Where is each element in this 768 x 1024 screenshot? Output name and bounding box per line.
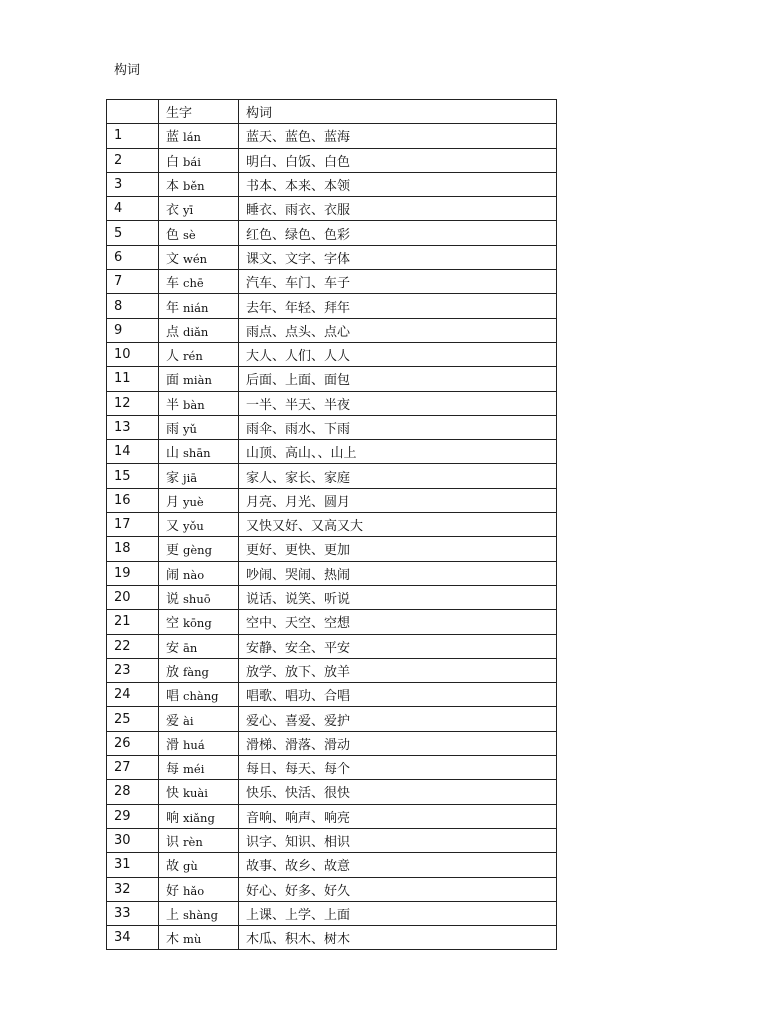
character-cell (159, 318, 239, 342)
row-number: 3 (107, 172, 159, 196)
character: 年 (166, 300, 180, 316)
row-number: 8 (107, 294, 159, 318)
character: 本 (166, 179, 180, 195)
character-cell (159, 707, 239, 731)
pinyin: shān (183, 446, 211, 461)
character-cell (159, 877, 239, 901)
table-row (107, 780, 557, 804)
character-cell (159, 585, 239, 609)
compound-words: 更好、更快、更加 (239, 537, 557, 561)
pinyin: gù (183, 859, 198, 874)
row-number: 33 (107, 901, 159, 925)
row-number: 15 (107, 464, 159, 488)
character-cell (159, 367, 239, 391)
compound-words: 月亮、月光、圆月 (239, 488, 557, 512)
character: 上 (166, 907, 180, 923)
pinyin: méi (183, 762, 205, 777)
table-row (107, 367, 557, 391)
table-row (107, 731, 557, 755)
character-cell (159, 391, 239, 415)
pinyin: bàn (183, 397, 205, 412)
pinyin: fàng (183, 664, 209, 679)
character: 好 (166, 883, 180, 899)
table-row (107, 415, 557, 439)
character: 月 (166, 494, 180, 510)
row-number: 29 (107, 804, 159, 828)
character-cell (159, 488, 239, 512)
row-number: 18 (107, 537, 159, 561)
compound-words: 课文、文字、字体 (239, 245, 557, 269)
compound-words: 一半、半天、半夜 (239, 391, 557, 415)
table-row (107, 634, 557, 658)
table-header-row (107, 100, 557, 124)
table-row (107, 610, 557, 634)
compound-words: 雨伞、雨水、下雨 (239, 415, 557, 439)
row-number: 10 (107, 342, 159, 366)
row-number: 16 (107, 488, 159, 512)
character: 雨 (166, 422, 180, 437)
compound-words: 汽车、车门、车子 (239, 270, 557, 294)
row-number: 6 (107, 245, 159, 269)
character: 每 (166, 762, 180, 778)
pinyin: yī (183, 203, 194, 218)
character: 山 (166, 446, 180, 462)
character: 说 (166, 592, 180, 608)
row-number: 34 (107, 926, 159, 950)
compound-words: 好心、好多、好久 (239, 877, 557, 901)
table-row (107, 683, 557, 707)
character: 闹 (166, 567, 180, 583)
table-row (107, 707, 557, 731)
row-number: 11 (107, 367, 159, 391)
table-row (107, 172, 557, 196)
table-row (107, 901, 557, 925)
pinyin: ān (183, 640, 198, 655)
compound-words: 书本、本来、本领 (239, 172, 557, 196)
table-row (107, 221, 557, 245)
character: 点 (166, 324, 180, 340)
character: 快 (166, 786, 180, 802)
character-cell (159, 561, 239, 585)
compound-words: 空中、天空、空想 (239, 610, 557, 634)
table-body (107, 124, 557, 950)
character-cell (159, 245, 239, 269)
pinyin: nián (183, 300, 209, 315)
character-cell (159, 270, 239, 294)
character-cell (159, 901, 239, 925)
pinyin: běn (183, 179, 205, 194)
character-cell (159, 440, 239, 464)
pinyin: wén (183, 251, 208, 266)
table-row (107, 658, 557, 682)
character-cell (159, 853, 239, 877)
pinyin: yuè (183, 494, 204, 509)
compound-words: 故事、故乡、故意 (239, 853, 557, 877)
compound-words: 每日、每天、每个 (239, 756, 557, 780)
character: 车 (166, 276, 180, 292)
pinyin: sè (183, 227, 196, 242)
character: 文 (166, 251, 180, 267)
compound-words: 识字、知识、相识 (239, 828, 557, 852)
table-row (107, 585, 557, 609)
character-cell (159, 537, 239, 561)
character-cell (159, 148, 239, 172)
character-cell (159, 342, 239, 366)
row-number: 25 (107, 707, 159, 731)
row-number: 19 (107, 561, 159, 585)
compound-words: 大人、人们、人人 (239, 342, 557, 366)
compound-words: 安静、安全、平安 (239, 634, 557, 658)
compound-words: 蓝天、蓝色、蓝海 (239, 124, 557, 148)
row-number: 27 (107, 756, 159, 780)
row-number: 14 (107, 440, 159, 464)
table-row (107, 124, 557, 148)
character-cell (159, 731, 239, 755)
row-number: 30 (107, 828, 159, 852)
character-cell (159, 780, 239, 804)
compound-words: 快乐、快活、很快 (239, 780, 557, 804)
character-cell (159, 756, 239, 780)
character-cell (159, 926, 239, 950)
character-cell (159, 804, 239, 828)
compound-words: 去年、年轻、拜年 (239, 294, 557, 318)
pinyin: chàng (183, 689, 219, 704)
character: 色 (166, 227, 180, 243)
table-row (107, 828, 557, 852)
table-row (107, 391, 557, 415)
compound-words: 又快又好、又高又大 (239, 513, 557, 537)
row-number: 1 (107, 124, 159, 148)
row-number: 7 (107, 270, 159, 294)
table-row (107, 318, 557, 342)
row-number: 20 (107, 585, 159, 609)
row-number: 22 (107, 634, 159, 658)
row-number: 2 (107, 148, 159, 172)
pinyin: rén (183, 349, 203, 364)
row-number: 4 (107, 197, 159, 221)
compound-words: 上课、上学、上面 (239, 901, 557, 925)
compound-words: 雨点、点头、点心 (239, 318, 557, 342)
compound-words: 后面、上面、面包 (239, 367, 557, 391)
row-number: 13 (107, 415, 159, 439)
document-title: 构词 (114, 63, 141, 78)
header-words: 构词 (239, 100, 557, 124)
pinyin: jiā (183, 470, 198, 485)
character: 响 (166, 810, 180, 826)
character: 安 (166, 640, 180, 656)
table-row (107, 488, 557, 512)
table-row (107, 877, 557, 901)
compound-words: 唱歌、唱功、合唱 (239, 683, 557, 707)
compound-words: 睡衣、雨衣、衣服 (239, 197, 557, 221)
character-cell (159, 610, 239, 634)
table-row (107, 342, 557, 366)
row-number: 26 (107, 731, 159, 755)
row-number: 28 (107, 780, 159, 804)
character: 白 (166, 154, 180, 170)
pinyin: lán (183, 130, 201, 145)
compound-words: 家人、家长、家庭 (239, 464, 557, 488)
character: 滑 (166, 737, 180, 753)
character: 蓝 (166, 130, 180, 146)
row-number: 23 (107, 658, 159, 682)
row-number: 21 (107, 610, 159, 634)
character-cell (159, 828, 239, 852)
character: 又 (166, 519, 180, 535)
character: 空 (166, 616, 180, 632)
compound-words: 放学、放下、放羊 (239, 658, 557, 682)
compound-words: 山顶、高山、、山上 (239, 440, 557, 464)
character-cell (159, 513, 239, 537)
table-row (107, 926, 557, 950)
pinyin: rèn (183, 835, 203, 850)
pinyin: chē (183, 276, 204, 291)
compound-words: 说话、说笑、听说 (239, 585, 557, 609)
row-number: 31 (107, 853, 159, 877)
pinyin: kuài (183, 786, 208, 801)
table-row (107, 537, 557, 561)
character-cell (159, 172, 239, 196)
table-row (107, 270, 557, 294)
table-row (107, 756, 557, 780)
character-cell (159, 221, 239, 245)
pinyin: bái (183, 154, 201, 169)
pinyin: hǎo (183, 883, 205, 898)
character-cell (159, 683, 239, 707)
compound-words: 爱心、喜爱、爱护 (239, 707, 557, 731)
table-row (107, 148, 557, 172)
pinyin: miàn (183, 373, 212, 388)
pinyin: kōng (183, 616, 212, 631)
table-row (107, 245, 557, 269)
pinyin: shàng (183, 907, 218, 922)
character-cell (159, 415, 239, 439)
row-number: 24 (107, 683, 159, 707)
pinyin: yǔ (183, 422, 197, 436)
pinyin: shuō (183, 592, 211, 607)
character-cell (159, 124, 239, 148)
row-number: 32 (107, 877, 159, 901)
character-cell (159, 197, 239, 221)
character: 半 (166, 397, 180, 413)
pinyin: diǎn (183, 324, 209, 339)
table-row (107, 440, 557, 464)
character: 故 (166, 859, 180, 875)
pinyin: ài (183, 713, 194, 728)
pinyin: yǒu (183, 519, 204, 534)
character: 木 (166, 932, 180, 948)
pinyin: nào (183, 567, 205, 582)
pinyin: xiǎng (183, 810, 215, 825)
compound-words: 音响、响声、响亮 (239, 804, 557, 828)
compound-words: 吵闹、哭闹、热闹 (239, 561, 557, 585)
table-row (107, 804, 557, 828)
character: 放 (166, 664, 180, 680)
table-row (107, 294, 557, 318)
character-cell (159, 634, 239, 658)
table-row (107, 561, 557, 585)
table-row (107, 853, 557, 877)
pinyin: gèng (183, 543, 212, 558)
compound-words: 滑梯、滑落、滑动 (239, 731, 557, 755)
row-number: 9 (107, 318, 159, 342)
character: 更 (166, 543, 180, 559)
header-number (107, 100, 159, 124)
pinyin: mù (183, 932, 202, 947)
character: 爱 (166, 713, 180, 729)
table-row (107, 464, 557, 488)
row-number: 5 (107, 221, 159, 245)
character: 人 (166, 349, 180, 365)
character-cell (159, 658, 239, 682)
character: 家 (166, 470, 180, 486)
vocabulary-table (106, 99, 557, 950)
pinyin: huá (183, 737, 205, 752)
character-cell (159, 294, 239, 318)
character: 唱 (166, 689, 180, 705)
character: 识 (166, 835, 180, 851)
row-number: 12 (107, 391, 159, 415)
table-row (107, 197, 557, 221)
header-character: 生字 (159, 100, 239, 124)
compound-words: 明白、白饭、白色 (239, 148, 557, 172)
character: 面 (166, 373, 180, 389)
compound-words: 木瓜、积木、树木 (239, 926, 557, 950)
table-row (107, 513, 557, 537)
compound-words: 红色、绿色、色彩 (239, 221, 557, 245)
character-cell (159, 464, 239, 488)
row-number: 17 (107, 513, 159, 537)
character: 衣 (166, 203, 180, 219)
